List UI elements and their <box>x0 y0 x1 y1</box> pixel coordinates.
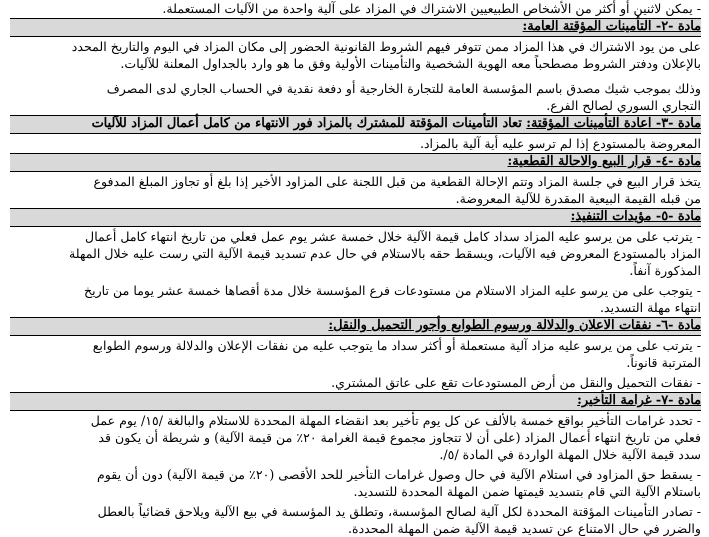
paragraph <box>10 38 701 72</box>
paragraph <box>10 412 701 463</box>
text-line: المعروضة بالمستودع إذا لم ترسو عليه أية آلية بالمزاد. <box>419 136 701 151</box>
text-line: - تصادر التأمينات المؤقتة المحددة لكل آلية لصالح المؤسسة، وتطلق يد المؤسسة في بيع الآلية ويلاحق قضائياً بالعطل <box>97 504 701 519</box>
article-heading <box>10 18 701 37</box>
text-line: على من يود الاشتراك في هذا المزاد ممن تتوفر فيهم الشروط القانونية الحضور إلى مكان المزاد في اليوم والتاريخ المحدد <box>71 39 701 54</box>
article-heading-label: مادة -٥- مؤيدات التنفيذ: <box>570 209 701 224</box>
text-line: فعلي من تاريخ انتهاء أعمال المزاد (على أن لا تتجاوز مجموع قيمة الغرامة ٢٠٪ من قيمة الآلية) و شريطة أن يكون قد <box>98 430 701 445</box>
text-line: باستلام الآلية التي قام بتسديد قيمتها ضمن المهلة المحددة للتسديد. <box>353 484 701 499</box>
text-line: التجاري السوري لصالح الفرع. <box>546 98 701 113</box>
text-line: - نفقات التحميل والنقل من أرض المستودعات تقع على عاتق المشتري. <box>331 375 701 390</box>
paragraph <box>10 80 701 114</box>
text-line: من قبله القيمة البيعية المقدرة للآلية المعروضة. <box>455 191 701 206</box>
text-line: المذكورة آنفاً. <box>629 263 701 278</box>
text-line: انتهاء مهلة التسديد. <box>600 300 701 315</box>
paragraph <box>10 337 701 371</box>
text-line: - يسقط حق المزاود في استلام الآلية في حال وصول غرامات التأخير للحد الأقصى (٢٠٪ من قيمة الآلية) دون أن يقوم <box>97 467 701 482</box>
article-heading-label: مادة -٧- غرامة التأخير: <box>577 393 701 408</box>
article-heading-text: تعاد التأمينات المؤقتة للمشترك بالمزاد فور الانتهاء من كامل أعمال المزاد للآليات <box>91 116 527 131</box>
paragraph <box>10 374 701 391</box>
article-heading <box>10 392 701 411</box>
article-heading <box>10 115 701 134</box>
article-heading-label: مادة -٣- اعادة التأمينات المؤقتة: <box>526 116 701 131</box>
paragraph-spacer <box>10 72 701 80</box>
text-line: المترتبة قانوناً. <box>626 355 701 370</box>
text-line: - تحدد غرامات التأخير بواقع خمسة بالألف عن كل يوم تأخير بعد انقضاء المهلة المحددة للاستلام والبالغة /١٥/ يوم عمل <box>90 413 701 428</box>
text-line: يتخذ قرار البيع في جلسة المزاد وتتم الإحالة القطعية من قبل اللجنة على المزاود الأخير إذا بلغ أو تجاوز المبلغ المدفوع <box>93 174 701 189</box>
paragraph <box>10 0 701 17</box>
article-heading-label: مادة -٢- التأمينات المؤقتة العامة: <box>522 19 701 34</box>
text-line: بالإعلان ودفتر الشروط مصطحباً معه الهوية الشخصية والتأمينات الأولية وفق ما هو وارد بالجداول المعلنة للآليات. <box>120 56 701 71</box>
text-line: المزاد بالمستودع المعروض فيه الآليات، ويسقط حقه بالاستلام في حال عدم تسديد قيمة الآلية التي رست عليه خلال المهلة <box>69 246 701 261</box>
paragraph <box>10 503 701 537</box>
paragraph <box>10 282 701 316</box>
text-line: - يترتب على من يرسو عليه مزاد آلية مستعملة أو أكثر سداد ما يتوجب عليه من نفقات الإعلان والدلالة ورسوم الطوابع <box>92 338 701 353</box>
article-heading <box>10 153 701 172</box>
paragraph <box>10 228 701 279</box>
text-line: - يترتب على من يرسو عليه المزاد سداد كامل قيمة الآلية خلال خمسة عشر يوم عمل فعلي من تاريخ انتهاء كامل أعمال <box>85 229 701 244</box>
text-line: وذلك بموجب شيك مصدق باسم المؤسسة العامة للتجارة الخارجية أو دفعة نقدية في الحساب الجاري لدى المصرف <box>106 81 701 96</box>
text-line: والضرر في حال الامتناع عن تسديد قيمة الآلية ضمن المهلة المحددة. <box>347 521 701 536</box>
article-heading-label: مادة -٤- قرار البيع والاحالة القطعية: <box>507 154 701 169</box>
paragraph <box>10 135 701 152</box>
text-line: سدد قيمة الآلية خلال المهلة الواردة في المادة /٥/. <box>439 447 701 462</box>
text-line: - يمكن لاثنين أو أكثر من الأشخاص الطبيعيين الاشتراك في المزاد على آلية واحدة من الآليات المستعملة. <box>162 1 701 16</box>
article-heading <box>10 208 701 227</box>
text-line: - يتوجب على من يرسو عليه المزاد الاستلام من مستودعات فرع المؤسسة خلال مدة أقصاها خمسة عشر يوما من تاريخ <box>83 283 701 298</box>
paragraph <box>10 173 701 207</box>
paragraph <box>10 466 701 500</box>
article-heading-label: مادة -٦- نفقات الاعلان والدلالة ورسوم الطوابع وأجور التحميل والنقل: <box>328 318 701 333</box>
article-heading <box>10 317 701 336</box>
